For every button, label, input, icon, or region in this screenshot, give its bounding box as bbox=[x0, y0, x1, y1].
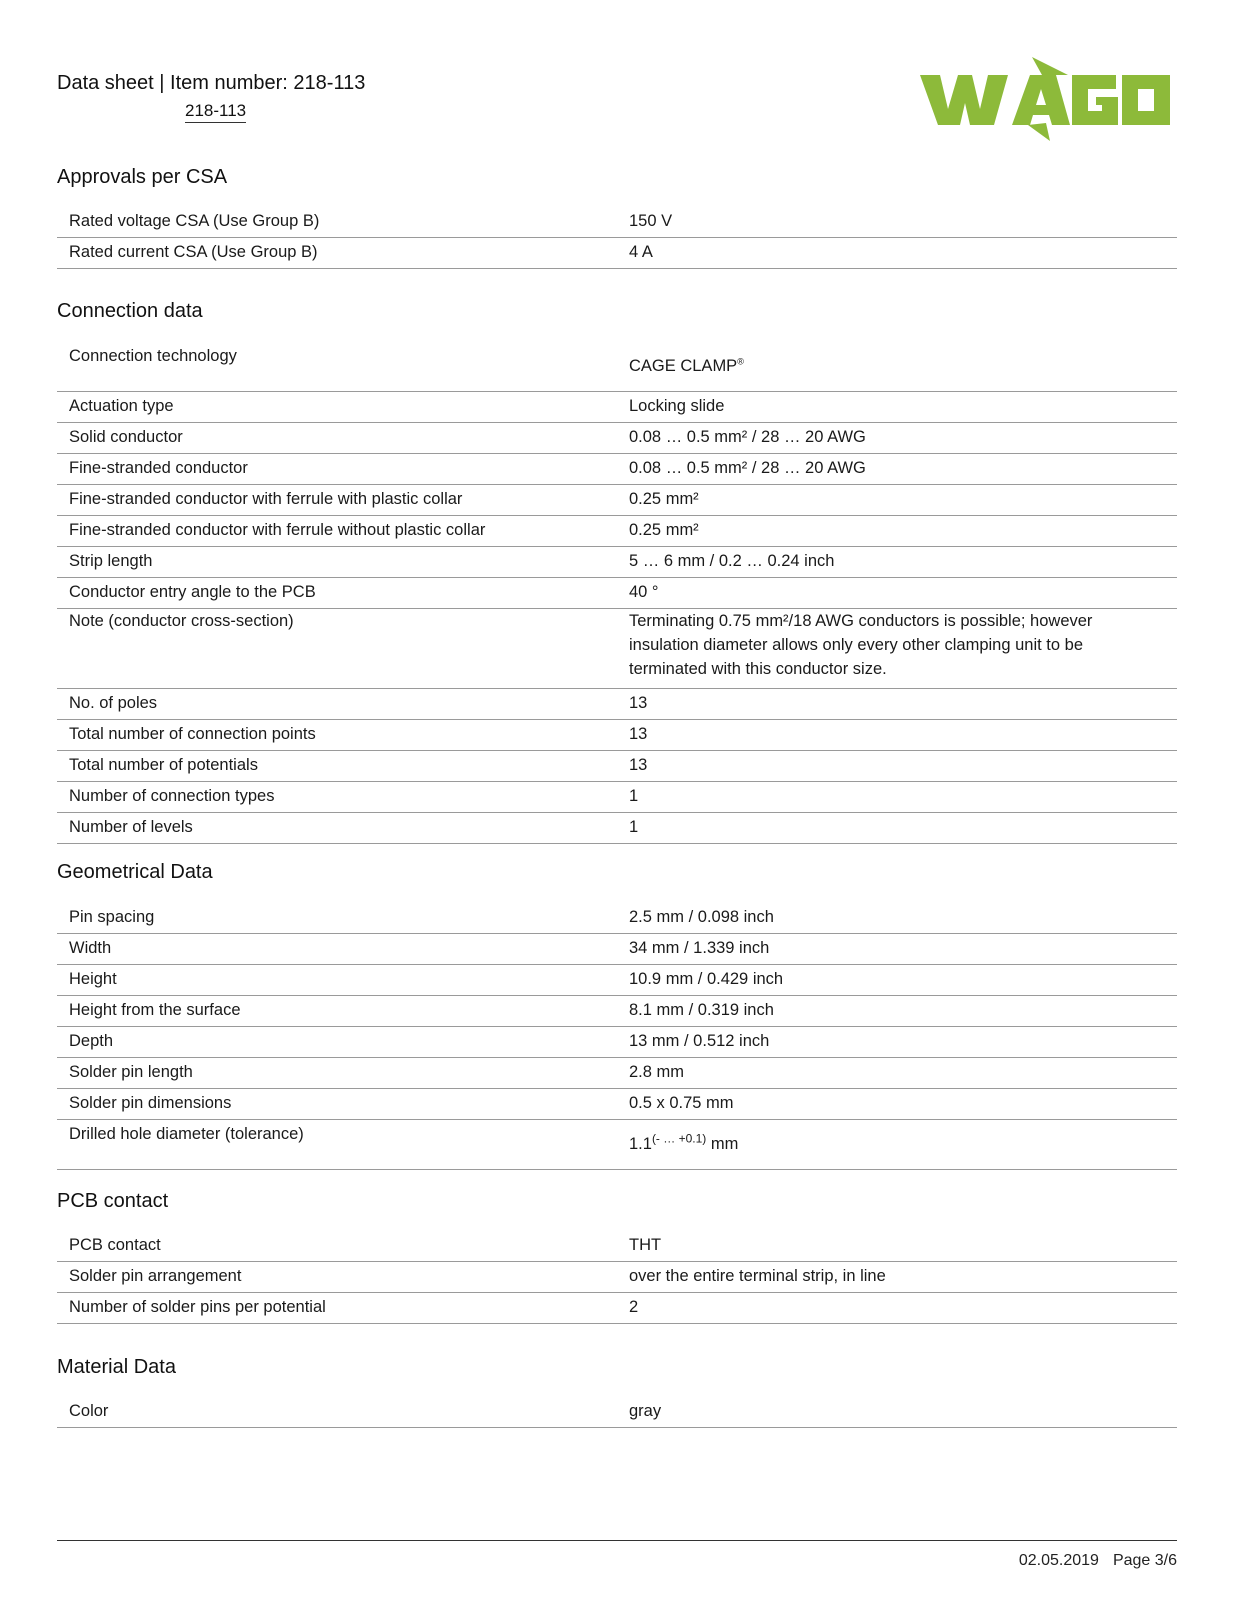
row-label: Total number of connection points bbox=[57, 720, 629, 751]
footer bbox=[1019, 1552, 1177, 1570]
row-label: Strip length bbox=[57, 547, 629, 578]
row-label: Actuation type bbox=[57, 392, 629, 423]
row-label: Conductor entry angle to the PCB bbox=[57, 578, 629, 609]
row-label: PCB contact bbox=[57, 1231, 629, 1262]
table-row bbox=[57, 238, 1177, 269]
row-value: 0.25 mm² bbox=[629, 516, 1177, 547]
table-row bbox=[57, 1120, 1177, 1170]
table-row bbox=[57, 547, 1177, 578]
row-value: 5 … 6 mm / 0.2 … 0.24 inch bbox=[629, 547, 1177, 578]
row-label: Height from the surface bbox=[57, 996, 629, 1027]
drilled-hole-unit: mm bbox=[706, 1135, 739, 1153]
wago-logo-graphic bbox=[920, 57, 1170, 141]
table-row bbox=[57, 578, 1177, 609]
csa-table bbox=[57, 207, 1177, 269]
table-row bbox=[57, 1262, 1177, 1293]
table-row bbox=[57, 996, 1177, 1027]
section-title-pcb: PCB contact bbox=[57, 1190, 169, 1212]
table-row bbox=[57, 813, 1177, 844]
row-label: Color bbox=[57, 1397, 629, 1428]
table-row bbox=[57, 454, 1177, 485]
row-value: 13 bbox=[629, 720, 1177, 751]
row-label: Depth bbox=[57, 1027, 629, 1058]
table-row bbox=[57, 342, 1177, 392]
footer-page: Page 3/6 bbox=[1112, 1552, 1177, 1569]
row-value: 2.5 mm / 0.098 inch bbox=[629, 903, 1177, 934]
row-value: 0.08 … 0.5 mm² / 28 … 20 AWG bbox=[629, 423, 1177, 454]
table-row bbox=[57, 965, 1177, 996]
row-value: Locking slide bbox=[629, 392, 1177, 423]
row-value: 2 bbox=[629, 1293, 1177, 1324]
row-label: Rated voltage CSA (Use Group B) bbox=[57, 207, 629, 238]
row-value: gray bbox=[629, 1397, 1177, 1428]
row-label: Solid conductor bbox=[57, 423, 629, 454]
registered-mark: ® bbox=[737, 356, 744, 367]
row-label: Connection technology bbox=[57, 342, 629, 392]
connection-technology-value: CAGE CLAMP bbox=[629, 357, 738, 375]
section-title-material: Material Data bbox=[57, 1356, 176, 1378]
row-value: 1 bbox=[629, 813, 1177, 844]
row-value: 0.25 mm² bbox=[629, 485, 1177, 516]
geometry-table bbox=[57, 903, 1177, 1170]
row-value: 8.1 mm / 0.319 inch bbox=[629, 996, 1177, 1027]
row-value: 0.5 x 0.75 mm bbox=[629, 1089, 1177, 1120]
table-row bbox=[57, 1397, 1177, 1428]
table-row bbox=[57, 1231, 1177, 1262]
row-label: Drilled hole diameter (tolerance) bbox=[57, 1120, 629, 1170]
row-label: Fine-stranded conductor with ferrule without plastic collar bbox=[57, 516, 629, 547]
table-row bbox=[57, 720, 1177, 751]
row-label: Fine-stranded conductor bbox=[57, 454, 629, 485]
row-label: Number of levels bbox=[57, 813, 629, 844]
row-value: 150 V bbox=[629, 207, 1177, 238]
row-label: Pin spacing bbox=[57, 903, 629, 934]
table-row bbox=[57, 516, 1177, 547]
row-value: 4 A bbox=[629, 238, 1177, 269]
row-value bbox=[629, 342, 1177, 392]
row-value: 13 mm / 0.512 inch bbox=[629, 1027, 1177, 1058]
row-label: Height bbox=[57, 965, 629, 996]
row-label: No. of poles bbox=[57, 689, 629, 720]
material-table bbox=[57, 1397, 1177, 1428]
table-row bbox=[57, 207, 1177, 238]
row-value: 13 bbox=[629, 751, 1177, 782]
table-row bbox=[57, 392, 1177, 423]
table-row bbox=[57, 782, 1177, 813]
table-row bbox=[57, 1027, 1177, 1058]
table-row bbox=[57, 1089, 1177, 1120]
row-value: 34 mm / 1.339 inch bbox=[629, 934, 1177, 965]
row-value bbox=[629, 1120, 1177, 1170]
table-row bbox=[57, 1293, 1177, 1324]
table-row bbox=[57, 485, 1177, 516]
row-value: over the entire terminal strip, in line bbox=[629, 1262, 1177, 1293]
footer-date: 02.05.2019 bbox=[1018, 1552, 1099, 1569]
row-label: Number of connection types bbox=[57, 782, 629, 813]
table-row bbox=[57, 934, 1177, 965]
row-label: Solder pin arrangement bbox=[57, 1262, 629, 1293]
pcb-table bbox=[57, 1231, 1177, 1324]
page-title: Data sheet | Item number: 218-113 bbox=[57, 72, 366, 94]
item-number-link[interactable]: 218-113 bbox=[185, 101, 246, 123]
row-label: Number of solder pins per potential bbox=[57, 1293, 629, 1324]
drilled-hole-value: 1.1 bbox=[629, 1135, 652, 1153]
table-row bbox=[57, 423, 1177, 454]
section-title-csa: Approvals per CSA bbox=[57, 166, 228, 188]
table-row bbox=[57, 903, 1177, 934]
footer-divider bbox=[57, 1540, 1177, 1541]
row-value: 10.9 mm / 0.429 inch bbox=[629, 965, 1177, 996]
row-label: Total number of potentials bbox=[57, 751, 629, 782]
row-label: Solder pin length bbox=[57, 1058, 629, 1089]
row-value: 1 bbox=[629, 782, 1177, 813]
row-label: Note (conductor cross-section) bbox=[57, 609, 629, 689]
tolerance-value: (- … +0.1) bbox=[651, 1131, 707, 1146]
row-value: Terminating 0.75 mm²/18 AWG conductors is possible; however insulation diameter allows only every other clamping unit to be terminated with this conductor size. bbox=[629, 609, 1177, 689]
row-label: Solder pin dimensions bbox=[57, 1089, 629, 1120]
section-title-connection: Connection data bbox=[57, 300, 203, 322]
row-value: 0.08 … 0.5 mm² / 28 … 20 AWG bbox=[629, 454, 1177, 485]
table-row bbox=[57, 689, 1177, 720]
row-label: Fine-stranded conductor with ferrule with plastic collar bbox=[57, 485, 629, 516]
row-value: 40 ° bbox=[629, 578, 1177, 609]
row-label: Rated current CSA (Use Group B) bbox=[57, 238, 629, 269]
table-row bbox=[57, 609, 1177, 689]
row-value: 2.8 mm bbox=[629, 1058, 1177, 1089]
wago-logo bbox=[920, 57, 1170, 146]
section-title-geometry: Geometrical Data bbox=[57, 861, 213, 883]
row-value: THT bbox=[629, 1231, 1177, 1262]
connection-table bbox=[57, 342, 1177, 844]
row-value: 13 bbox=[629, 689, 1177, 720]
row-label: Width bbox=[57, 934, 629, 965]
table-row bbox=[57, 751, 1177, 782]
table-row bbox=[57, 1058, 1177, 1089]
